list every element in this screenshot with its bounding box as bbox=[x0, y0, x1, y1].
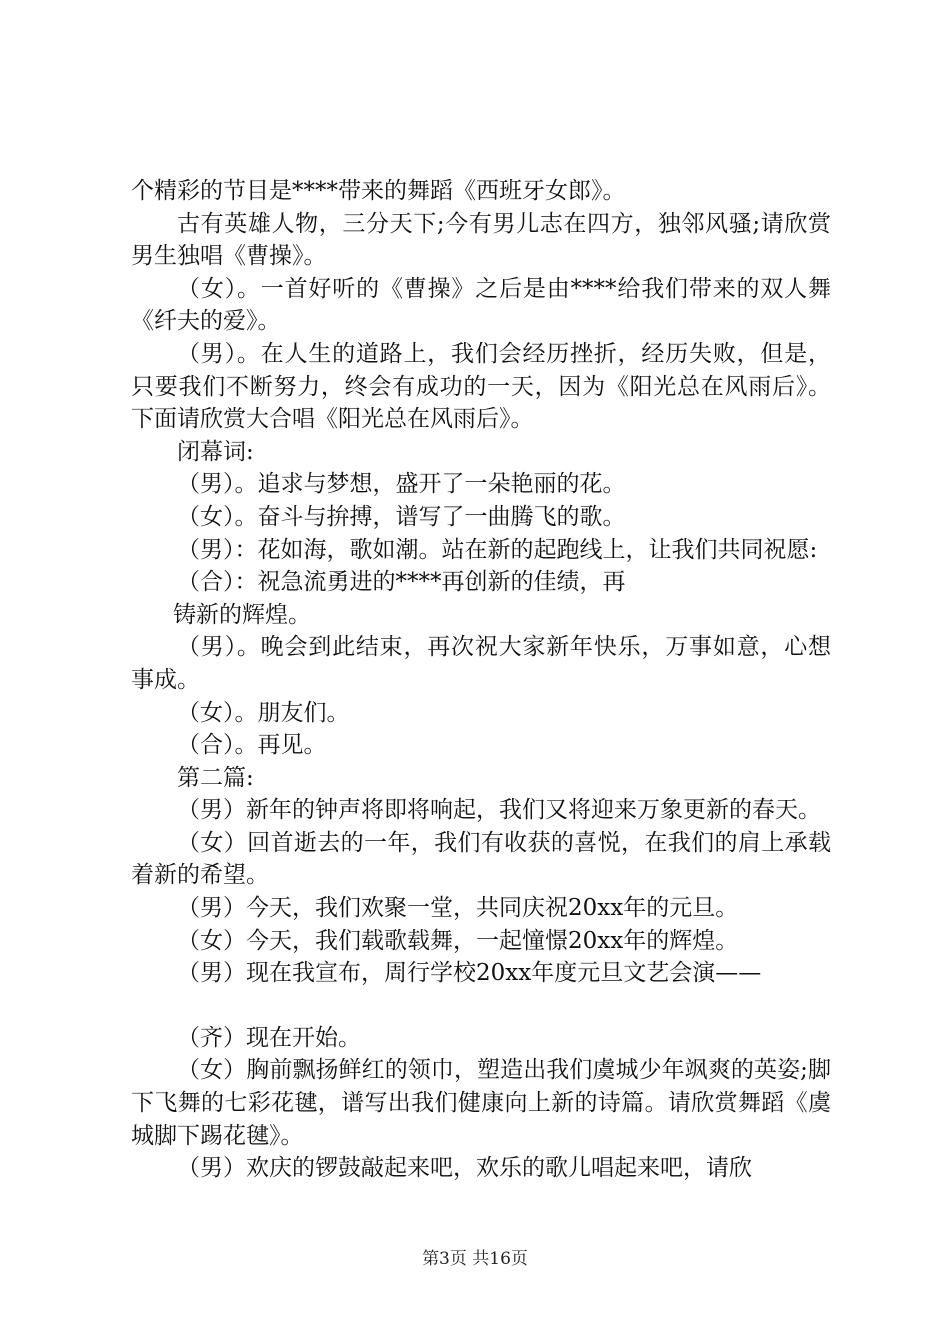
paragraph: （女）胸前飘扬鲜红的领巾，塑造出我们虞城少年飒爽的英姿;脚下飞舞的七彩花毽，谱写出我们健康向上新的诗篇。请欣赏舞蹈《虞城脚下踢花毽》。 bbox=[131, 1057, 831, 1149]
paragraph: （女）。朋友们。 bbox=[177, 699, 350, 726]
page-footer: 第3页 共16页 bbox=[422, 1249, 528, 1269]
paragraph: 个精彩的节目是****带来的舞蹈《西班牙女郎》。 bbox=[131, 178, 626, 204]
paragraph: 古有英雄人物，三分天下;今有男儿志在四方，独邻风骚;请欣赏男生独唱《曹操》。 bbox=[131, 210, 831, 270]
paragraph: （男）欢庆的锣鼓敲起来吧，欢乐的歌儿唱起来吧，请欣 bbox=[177, 1155, 752, 1182]
paragraph: （男）：花如海，歌如潮。站在新的起跑线上，让我们共同祝愿: bbox=[177, 536, 818, 563]
paragraph: （合）：祝急流勇进的****再创新的佳绩，再 bbox=[177, 569, 626, 596]
paragraph: （男）现在我宣布，周行学校20xx年度元旦文艺会演—— bbox=[177, 960, 762, 987]
blank-line bbox=[131, 990, 831, 1022]
paragraph: （男）。追求与梦想，盛开了一朵艳丽的花。 bbox=[177, 471, 626, 498]
paragraph: （男）今天，我们欢聚一堂，共同庆祝20xx年的元旦。 bbox=[177, 895, 739, 922]
paragraph: （男）。在人生的道路上，我们会经历挫折，经历失败，但是，只要我们不断努力，终会有成功的一天，因为《阳光总在风雨后》。下面请欣赏大合唱《阳光总在风雨后》。 bbox=[131, 340, 831, 433]
paragraph: 闭幕词: bbox=[177, 438, 254, 465]
paragraph: （女）。奋斗与拚搏，谱写了一曲腾飞的歌。 bbox=[177, 503, 626, 530]
paragraph: （女）回首逝去的一年，我们有收获的喜悦，在我们的肩上承载着新的希望。 bbox=[131, 829, 831, 889]
document-body bbox=[131, 175, 831, 1185]
paragraph: （齐）现在开始。 bbox=[177, 1024, 361, 1051]
paragraph: （合）。再见。 bbox=[177, 732, 327, 759]
paragraph: （女）今天，我们载歌载舞，一起憧憬20xx年的辉煌。 bbox=[177, 927, 739, 954]
paragraph: （男）。晚会到此结束，再次祝大家新年快乐，万事如意，心想事成。 bbox=[131, 634, 831, 693]
paragraph: （女）。一首好听的《曹操》之后是由****给我们带来的双人舞《纤夫的爱》。 bbox=[131, 275, 831, 335]
paragraph: （男）新年的钟声将即将响起，我们又将迎来万象更新的春天。 bbox=[177, 797, 821, 824]
paragraph: 第二篇: bbox=[177, 764, 254, 791]
paragraph: 铸新的辉煌。 bbox=[173, 601, 311, 628]
